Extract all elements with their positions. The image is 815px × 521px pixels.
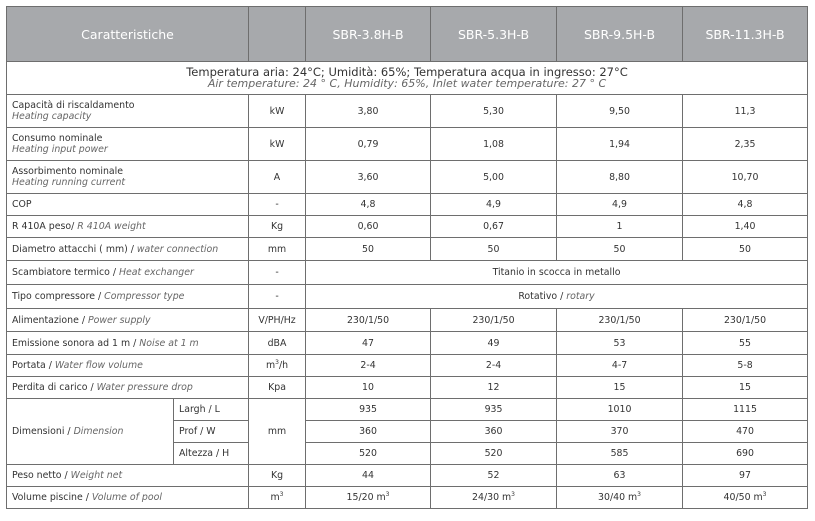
row-label: Peso netto / Weight net bbox=[7, 465, 249, 487]
value-cell: 520 bbox=[306, 443, 431, 465]
dimension-label: Largh / L bbox=[174, 399, 249, 421]
value-cell: 63 bbox=[557, 465, 683, 487]
value-cell: 15 bbox=[557, 377, 683, 399]
row-label: Tipo compressore / Compressor type bbox=[7, 285, 249, 309]
unit-cell: - bbox=[249, 194, 306, 216]
unit-cell: V/PH/Hz bbox=[249, 309, 306, 332]
value-cell: 360 bbox=[431, 421, 557, 443]
row-label: Scambiatore termico / Heat exchanger bbox=[7, 261, 249, 285]
value-cell: 2,35 bbox=[683, 128, 808, 161]
value-cell: 0,79 bbox=[306, 128, 431, 161]
value-cell: 10,70 bbox=[683, 161, 808, 194]
value-cell: 3,80 bbox=[306, 95, 431, 128]
value-cell: 230/1/50 bbox=[306, 309, 431, 332]
value-cell: 935 bbox=[431, 399, 557, 421]
value-cell: 1,40 bbox=[683, 216, 808, 238]
model-header: SBR-9.5H-B bbox=[557, 7, 683, 62]
dimension-label: Prof / W bbox=[174, 421, 249, 443]
value-cell: 15 bbox=[683, 377, 808, 399]
value-cell: 15/20 $m^3$ bbox=[306, 487, 431, 509]
table-row bbox=[7, 399, 808, 421]
value-cell: 0,67 bbox=[431, 216, 557, 238]
row-label: Perdita di carico / Water pressure drop bbox=[7, 377, 249, 399]
row-label: Dimensioni / Dimension bbox=[7, 399, 174, 465]
specifications-table bbox=[6, 6, 808, 509]
value-cell: 12 bbox=[431, 377, 557, 399]
value-cell: 5,30 bbox=[431, 95, 557, 128]
table-row bbox=[7, 332, 808, 355]
value-cell: 3,60 bbox=[306, 161, 431, 194]
value-cell: 44 bbox=[306, 465, 431, 487]
unit-cell: $m^3/h$ bbox=[249, 355, 306, 377]
row-label: Alimentazione / Power supply bbox=[7, 309, 249, 332]
value-cell: 1115 bbox=[683, 399, 808, 421]
table-row bbox=[7, 285, 808, 309]
value-cell: 0,60 bbox=[306, 216, 431, 238]
value-cell: 1010 bbox=[557, 399, 683, 421]
unit-cell: A bbox=[249, 161, 306, 194]
value-cell: 585 bbox=[557, 443, 683, 465]
value-cell: 52 bbox=[431, 465, 557, 487]
model-header: SBR-3.8H-B bbox=[306, 7, 431, 62]
conditions-italian: Temperatura aria: 24°C; Umidità: 65%; Temperatura acqua in ingresso: 27°C bbox=[186, 65, 628, 79]
value-cell: 49 bbox=[431, 332, 557, 355]
unit-cell: dBA bbox=[249, 332, 306, 355]
unit-cell: mm bbox=[249, 238, 306, 261]
value-cell: 4-7 bbox=[557, 355, 683, 377]
row-label: R 410A peso/ R 410A weight bbox=[7, 216, 249, 238]
test-conditions bbox=[7, 62, 808, 95]
table-row bbox=[7, 216, 808, 238]
row-label: COP bbox=[7, 194, 249, 216]
value-cell: 1,08 bbox=[431, 128, 557, 161]
conditions-english: Air temperature: 24 ° C, Humidity: 65%, Inlet water temperature: 27 ° C bbox=[207, 77, 607, 90]
table-row bbox=[7, 261, 808, 285]
value-cell: 520 bbox=[431, 443, 557, 465]
value-cell: 4,8 bbox=[306, 194, 431, 216]
table-row bbox=[7, 377, 808, 399]
unit-cell: kW bbox=[249, 95, 306, 128]
table-row bbox=[7, 194, 808, 216]
value-cell: 230/1/50 bbox=[683, 309, 808, 332]
unit-cell: - bbox=[249, 261, 306, 285]
row-label: Diametro attacchi ( mm) / water connection bbox=[7, 238, 249, 261]
unit-cell: Kg bbox=[249, 465, 306, 487]
test-conditions-row bbox=[7, 62, 808, 95]
value-cell: 2-4 bbox=[306, 355, 431, 377]
row-label: Assorbimento nominale Heating running current bbox=[7, 161, 249, 194]
value-cell: 2-4 bbox=[431, 355, 557, 377]
value-cell: 4,9 bbox=[557, 194, 683, 216]
row-label: Portata / Water flow volume bbox=[7, 355, 249, 377]
unit-cell: Kg bbox=[249, 216, 306, 238]
value-cell: 8,80 bbox=[557, 161, 683, 194]
value-cell: 50 bbox=[683, 238, 808, 261]
value-cell: 4,8 bbox=[683, 194, 808, 216]
table-row bbox=[7, 309, 808, 332]
row-label: Capacità di riscaldamento Heating capacity bbox=[7, 95, 249, 128]
value-cell-merged: Rotativo / rotary bbox=[306, 285, 808, 309]
row-label: Volume piscine / Volume of pool bbox=[7, 487, 249, 509]
value-cell: 24/30 $m^3$ bbox=[431, 487, 557, 509]
value-cell: 230/1/50 bbox=[431, 309, 557, 332]
value-cell: 370 bbox=[557, 421, 683, 443]
header-row bbox=[7, 7, 808, 62]
value-cell: 935 bbox=[306, 399, 431, 421]
value-cell: 47 bbox=[306, 332, 431, 355]
value-cell: 5-8 bbox=[683, 355, 808, 377]
value-cell: 1 bbox=[557, 216, 683, 238]
value-cell: 50 bbox=[306, 238, 431, 261]
model-header: SBR-5.3H-B bbox=[431, 7, 557, 62]
value-cell: 360 bbox=[306, 421, 431, 443]
value-cell-merged: Titanio in scocca in metallo bbox=[306, 261, 808, 285]
value-cell: 690 bbox=[683, 443, 808, 465]
value-cell: 11,3 bbox=[683, 95, 808, 128]
table-row bbox=[7, 487, 808, 509]
model-header: SBR-11.3H-B bbox=[683, 7, 808, 62]
unit-cell: - bbox=[249, 285, 306, 309]
table-row bbox=[7, 238, 808, 261]
unit-cell: mm bbox=[249, 399, 306, 465]
value-cell: 1,94 bbox=[557, 128, 683, 161]
value-cell: 230/1/50 bbox=[557, 309, 683, 332]
table-row bbox=[7, 128, 808, 161]
row-label: Emissione sonora ad 1 m / Noise at 1 m bbox=[7, 332, 249, 355]
dimension-label: Altezza / H bbox=[174, 443, 249, 465]
unit-cell: $m^3$ bbox=[249, 487, 306, 509]
characteristics-header: Caratteristiche bbox=[7, 7, 249, 62]
value-cell: 4,9 bbox=[431, 194, 557, 216]
value-cell: 50 bbox=[557, 238, 683, 261]
table-row bbox=[7, 161, 808, 194]
value-cell: 5,00 bbox=[431, 161, 557, 194]
value-cell: 53 bbox=[557, 332, 683, 355]
value-cell: 50 bbox=[431, 238, 557, 261]
value-cell: 10 bbox=[306, 377, 431, 399]
value-cell: 30/40 $m^3$ bbox=[557, 487, 683, 509]
header-spacer bbox=[249, 7, 306, 62]
value-cell: 40/50 $m^3$ bbox=[683, 487, 808, 509]
unit-cell: Kpa bbox=[249, 377, 306, 399]
value-cell: 97 bbox=[683, 465, 808, 487]
table-row bbox=[7, 355, 808, 377]
value-cell: 470 bbox=[683, 421, 808, 443]
table-row bbox=[7, 95, 808, 128]
table-row bbox=[7, 465, 808, 487]
unit-cell: kW bbox=[249, 128, 306, 161]
value-cell: 9,50 bbox=[557, 95, 683, 128]
value-cell: 55 bbox=[683, 332, 808, 355]
row-label: Consumo nominale Heating input power bbox=[7, 128, 249, 161]
